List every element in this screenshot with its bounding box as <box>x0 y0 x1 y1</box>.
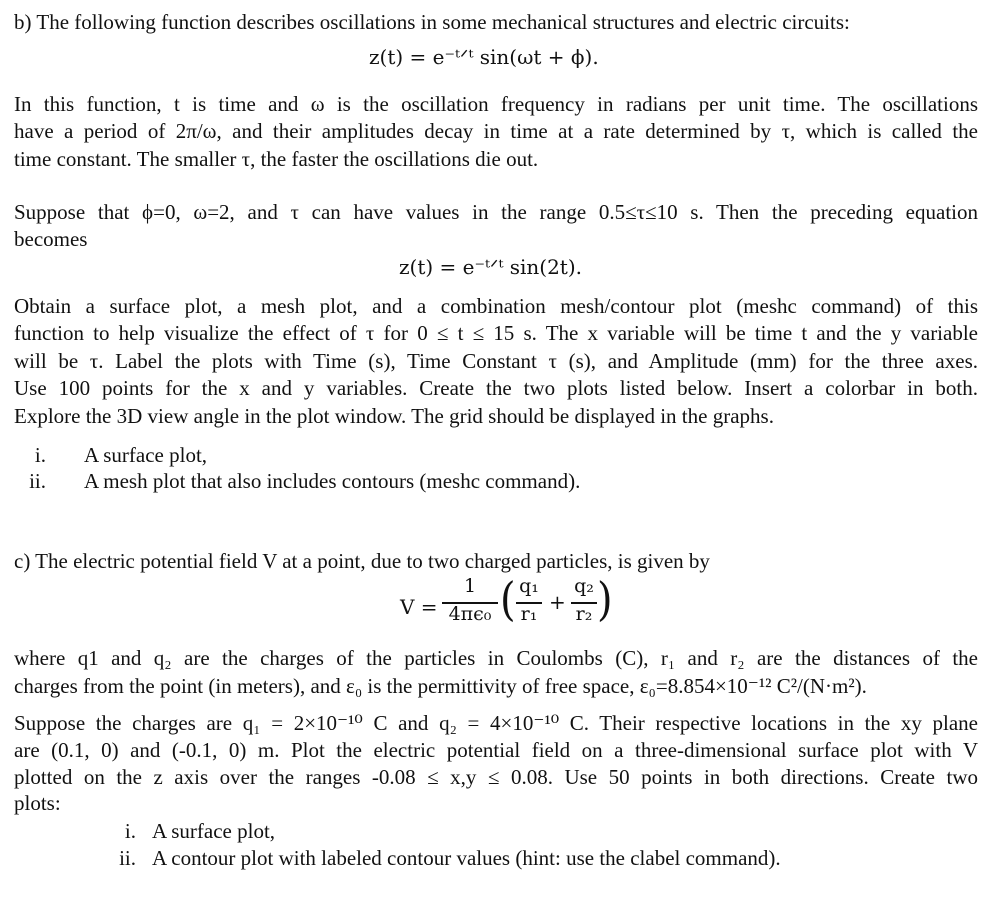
part-b-para3-line1: Obtain a surface plot, a mesh plot, and a combination mesh/contour plot (meshc command) of this <box>14 294 978 318</box>
list-item-text: A surface plot, <box>84 443 208 467</box>
r2-term: r₂ <box>575 603 593 625</box>
part-c-intro: c) The electric potential field V at a point, due to two charged particles, is given by <box>14 549 710 573</box>
equation-lhs: V = <box>400 595 438 619</box>
list-item-number: i. <box>34 443 46 467</box>
part-b-para3-line2: function to help visualize the effect of τ for 0 ≤ t ≤ 15 s. The x variable will be time t and the y variable <box>14 321 978 345</box>
part-c-para1-line2: charges from the point (in meters), and ε₀ is the permittivity of free space, ε₀=8.854×10⁻¹² C²/(N·m²). <box>14 674 867 698</box>
part-c-para2-line1: Suppose the charges are q₁ = 2×10⁻¹⁰ C and q₂ = 4×10⁻¹⁰ C. Their respective locations in the xy plane <box>14 711 978 735</box>
part-b-intro: b) The following function describes oscillations in some mechanical structures and electric circuits: <box>14 10 850 34</box>
part-b-para2-line1: Suppose that ϕ=0, ω=2, and τ can have values in the range 0.5≤τ≤10 s. Then the preceding equation <box>14 200 978 224</box>
r1-term: r₁ <box>520 603 538 625</box>
part-b-para3-line4: Use 100 points for the x and y variables. Create the two plots listed below. Insert a colorbar in both. <box>14 376 978 400</box>
list-item-text: A contour plot with labeled contour values (hint: use the clabel command). <box>152 846 781 870</box>
list-item-text: A mesh plot that also includes contours (meshc command). <box>84 469 581 493</box>
equation-z-specific: z(t) = e⁻ᵗᐟᵗ sin(2t). <box>399 255 582 279</box>
q1-term: q₁ <box>519 575 539 597</box>
fraction-numerator: 1 <box>463 575 477 597</box>
part-c-para2-line4: plots: <box>14 791 61 815</box>
part-c-para1-line1: where q1 and q₂ are the charges of the particles in Coulombs (C), r₁ and r₂ are the distances of the <box>14 646 978 670</box>
part-b-para1-line1: In this function, t is time and ω is the oscillation frequency in radians per unit time. The oscillations <box>14 92 978 116</box>
part-c-para2-line2: are (0.1, 0) and (-0.1, 0) m. Plot the electric potential field on a three-dimensional surface plot with V <box>14 738 978 762</box>
part-b-para2-line2: becomes <box>14 227 88 251</box>
part-b-para3-line3: will be τ. Label the plots with Time (s), Time Constant τ (s), and Amplitude (mm) for the three axes. <box>14 349 978 373</box>
part-b-para3-line5: Explore the 3D view angle in the plot window. The grid should be displayed in the graphs. <box>14 404 774 428</box>
part-c-para2-line3: plotted on the z axis over the ranges -0.08 ≤ x,y ≤ 0.08. Use 50 points in both directions. Create two <box>14 765 978 789</box>
q2-term: q₂ <box>574 575 594 597</box>
fraction-denominator: 4πϵ₀ <box>448 603 492 625</box>
plus-sign: + <box>549 590 566 614</box>
list-item-text: A surface plot, <box>152 819 276 843</box>
part-b-para1-line2: have a period of 2π/ω, and their amplitudes decay in time at a rate determined by τ, which is called the <box>14 119 978 143</box>
left-paren: ( <box>500 573 516 627</box>
equation-z-general: z(t) = e⁻ᵗᐟᵗ sin(ωt + ϕ). <box>369 45 599 69</box>
list-item-number: i. <box>124 819 136 843</box>
list-item-number: ii. <box>119 846 136 870</box>
part-b-para1-line3: time constant. The smaller τ, the faster the oscillations die out. <box>14 147 539 171</box>
right-paren: ) <box>597 573 613 627</box>
list-item-number: ii. <box>29 469 46 493</box>
